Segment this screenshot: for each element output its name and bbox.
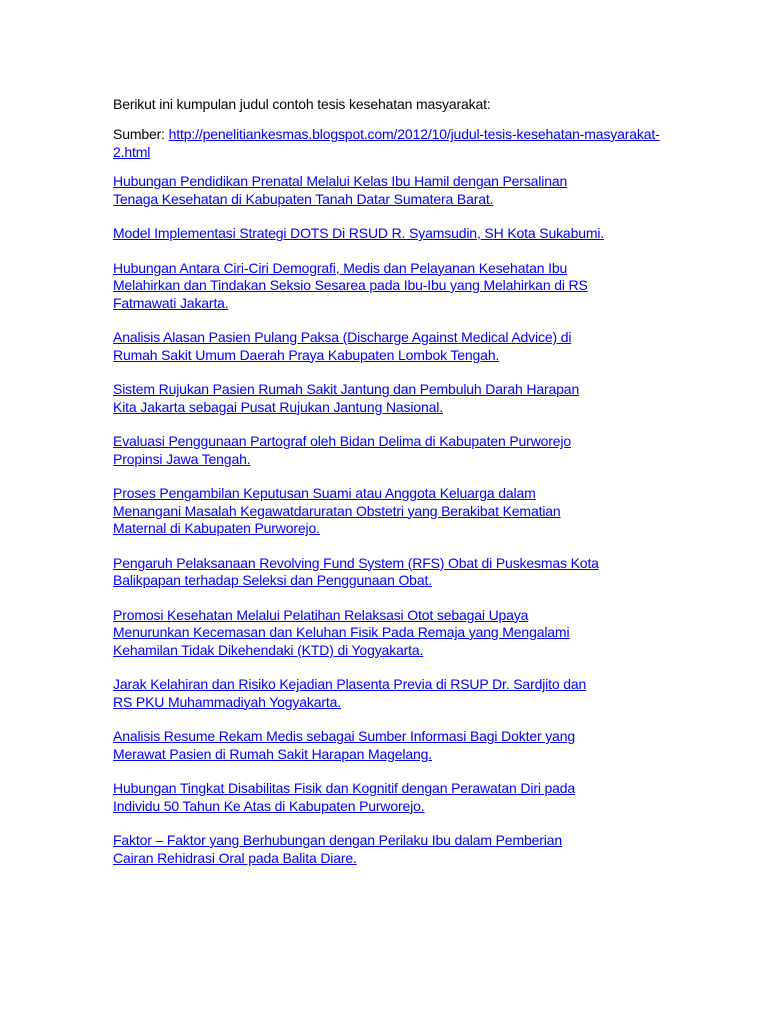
thesis-title-link[interactable]: Analisis Resume Rekam Medis sebagai Sumber Informasi Bagi Dokter yang Merawat Pasien di Rumah Sakit Harapan Magelang. bbox=[113, 728, 575, 762]
source-label: Sumber: bbox=[113, 126, 169, 142]
intro-text: Berikut ini kumpulan judul contoh tesis kesehatan masyarakat: bbox=[113, 96, 491, 112]
thesis-title-link[interactable]: Hubungan Antara Ciri-Ciri Demografi, Medis dan Pelayanan Kesehatan Ibu Melahirkan dan Tindakan Seksio Sesarea pada Ibu-Ibu yang Melahirkan di RS Fatmawati Jakarta. bbox=[113, 259, 588, 311]
thesis-title-link[interactable]: Sistem Rujukan Pasien Rumah Sakit Jantung dan Pembuluh Darah Harapan Kita Jakarta sebagai Pusat Rujukan Jantung Nasional. bbox=[113, 381, 580, 415]
thesis-title-link[interactable]: Evaluasi Penggunaan Partograf oleh Bidan Delima di Kabupaten Purworejo Propinsi Jawa Tengah. bbox=[113, 433, 572, 467]
source-link[interactable]: http://penelitiankesmas.blogspot.com/2012/10/judul-tesis-kesehatan-masyarakat-2.html bbox=[113, 126, 660, 160]
thesis-title-link[interactable]: Faktor – Faktor yang Berhubungan dengan Perilaku Ibu dalam Pemberian Cairan Rehidrasi Oral pada Balita Diare. bbox=[113, 832, 562, 866]
document-page bbox=[113, 95, 673, 884]
thesis-title-link[interactable]: Pengaruh Pelaksanaan Revolving Fund System (RFS) Obat di Puskesmas Kota Balikpapan terhadap Seleksi dan Penggunaan Obat. bbox=[113, 554, 599, 588]
thesis-title-link[interactable]: Jarak Kelahiran dan Risiko Kejadian Plasenta Previa di RSUP Dr. Sardjito dan RS PKU Muhammadiyah Yogyakarta. bbox=[113, 676, 587, 710]
thesis-title-link[interactable]: Hubungan Tingkat Disabilitas Fisik dan Kognitif dengan Perawatan Diri pada Individu 50 Tahun Ke Atas di Kabupaten Purworejo. bbox=[113, 780, 576, 814]
thesis-title-link[interactable]: Model Implementasi Strategi DOTS Di RSUD R. Syamsudin, SH Kota Sukabumi. bbox=[113, 225, 605, 241]
source-line bbox=[113, 125, 673, 161]
thesis-title-link[interactable]: Promosi Kesehatan Melalui Pelatihan Relaksasi Otot sebagai Upaya Menurunkan Kecemasan dan Keluhan Fisik Pada Remaja yang Mengalami Kehamilan Tidak Dikehendaki (KTD) di Yogyakarta. bbox=[113, 606, 570, 658]
thesis-title-link[interactable]: Proses Pengambilan Keputusan Suami atau Anggota Keluarga dalam Menangani Masalah Kegawatdaruratan Obstetri yang Berakibat Kematian Maternal di Kabupaten Purworejo. bbox=[113, 485, 561, 536]
thesis-title-link[interactable]: Analisis Alasan Pasien Pulang Paksa (Discharge Against Medical Advice) di Rumah Sakit Umum Daerah Praya Kabupaten Lombok Tengah. bbox=[113, 329, 572, 363]
thesis-title-link[interactable]: Hubungan Pendidikan Prenatal Melalui Kelas Ibu Hamil dengan Persalinan Tenaga Kesehatan di Kabupaten Tanah Datar Sumatera Barat. bbox=[113, 173, 568, 207]
